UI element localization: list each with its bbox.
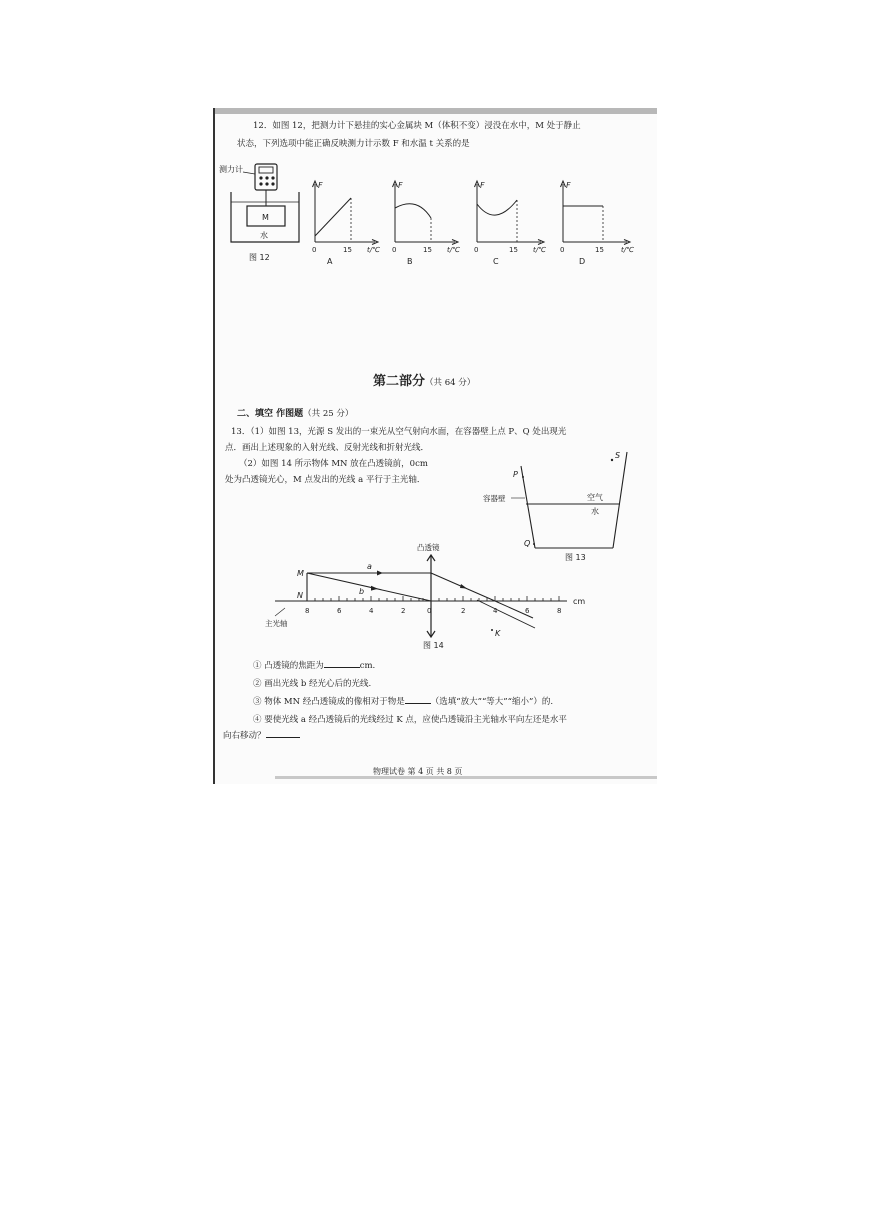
svg-text:M: M <box>297 569 304 578</box>
svg-text:2: 2 <box>401 607 406 615</box>
ray-b <box>307 573 431 601</box>
option-d-label: D <box>579 257 586 266</box>
answer-line-4: ④ 要使光线 a 经凸透镜后的光线经过 K 点，应使凸透镜沿主光轴水平向左还是水平 <box>253 715 567 725</box>
unit-cm: cm <box>573 597 586 606</box>
point-k <box>491 629 493 631</box>
svg-text:4: 4 <box>493 607 498 615</box>
svg-text:t/℃: t/℃ <box>367 246 380 254</box>
svg-text:15: 15 <box>343 246 352 254</box>
svg-text:4: 4 <box>369 607 374 615</box>
figure-13-caption: 图 13 <box>565 553 586 562</box>
exam-page <box>213 108 657 784</box>
part-two-heading: 第二部分（共 64 分） <box>373 374 476 389</box>
air-label: 空气 <box>587 493 603 502</box>
answer-line-1: ① 凸透镜的焦距为 cm. <box>253 658 375 674</box>
svg-text:F: F <box>318 181 323 190</box>
q12-text-line2: 状态，下列选项中能正确反映测力计示数 F 和水温 t 关系的是 <box>237 139 470 149</box>
svg-text:P: P <box>513 470 518 479</box>
scan-bottom-edge <box>275 776 657 779</box>
svg-text:2: 2 <box>461 607 466 615</box>
scan-top-edge <box>215 108 657 114</box>
q12-text-line1: 12．如图 12，把测力计下悬挂的实心金属块 M（体积不变）浸没在水中，M 处于静止 <box>253 121 581 131</box>
svg-text:0: 0 <box>312 246 317 254</box>
svg-text:Q: Q <box>524 539 531 548</box>
graph-option-d <box>555 178 643 266</box>
q13-text-line1: 13．（1）如图 13，光源 S 发出的一束光从空气射向水面，在容器壁上点 P、Q 处出现光 <box>231 427 567 437</box>
figure-12-apparatus <box>217 162 307 268</box>
container-wall-label: 容器壁 <box>483 494 506 503</box>
svg-text:6: 6 <box>525 607 530 615</box>
svg-text:b: b <box>359 587 365 596</box>
svg-text:0: 0 <box>560 246 565 254</box>
graph-option-b <box>387 178 469 266</box>
page-footer: 物理试卷 第 4 页 共 8 页 <box>373 767 463 776</box>
graph-option-a <box>307 178 389 266</box>
answer-blank-3[interactable] <box>405 694 431 704</box>
water-label-13: 水 <box>591 507 599 516</box>
svg-text:0: 0 <box>474 246 479 254</box>
force-meter-label: 测力计 <box>219 165 243 174</box>
light-source-s <box>611 459 613 461</box>
answer-line-4b: 向右移动？ <box>223 728 300 744</box>
svg-text:M: M <box>262 213 269 222</box>
figure-14-caption: 图 14 <box>423 641 444 650</box>
convex-lens-label: 凸透镜 <box>417 543 440 552</box>
option-c-label: C <box>493 257 499 266</box>
svg-text:a: a <box>367 562 372 571</box>
svg-text:0: 0 <box>427 607 432 615</box>
q13-text-line4: 处为凸透镜光心，M 点发出的光线 a 平行于主光轴． <box>225 475 426 485</box>
answer-line-2: ② 画出光线 b 经光心后的光线. <box>253 679 372 689</box>
graph-option-c <box>469 178 555 266</box>
principal-axis-label: 主光轴 <box>265 619 288 628</box>
water-label: 水 <box>260 231 268 240</box>
q13-text-line2: 点．画出上述现象的入射光线、反射光线和折射光线． <box>225 443 430 453</box>
svg-text:F: F <box>566 181 571 190</box>
force-meter-display <box>259 167 273 173</box>
svg-text:6: 6 <box>337 607 342 615</box>
svg-text:8: 8 <box>305 607 310 615</box>
svg-text:S: S <box>615 451 621 460</box>
container-right-wall <box>613 452 627 548</box>
svg-text:N: N <box>297 591 303 600</box>
section-two-heading: 二、填空 作图题（共 25 分） <box>237 409 354 419</box>
svg-text:F: F <box>398 181 403 190</box>
svg-text:15: 15 <box>423 246 432 254</box>
svg-text:t/℃: t/℃ <box>447 246 460 254</box>
svg-text:0: 0 <box>392 246 397 254</box>
svg-text:15: 15 <box>595 246 604 254</box>
option-a-label: A <box>327 257 333 266</box>
option-b-label: B <box>407 257 413 266</box>
svg-text:t/℃: t/℃ <box>621 246 634 254</box>
svg-text:F: F <box>480 181 485 190</box>
answer-blank-4[interactable] <box>266 728 300 738</box>
figure-12-caption: 图 12 <box>249 253 270 262</box>
svg-text:15: 15 <box>509 246 518 254</box>
svg-text:8: 8 <box>557 607 562 615</box>
figure-14 <box>255 536 595 650</box>
svg-text:t/℃: t/℃ <box>533 246 546 254</box>
answer-line-3: ③ 物体 MN 经凸透镜成的像相对于物是 （选填“放大”“等大”“缩小”）的. <box>253 694 553 710</box>
svg-text:K: K <box>495 629 501 638</box>
answer-blank-1[interactable] <box>324 658 360 668</box>
q13-text-line3: （2）如图 14 所示物体 MN 放在凸透镜前，0cm <box>239 459 428 469</box>
